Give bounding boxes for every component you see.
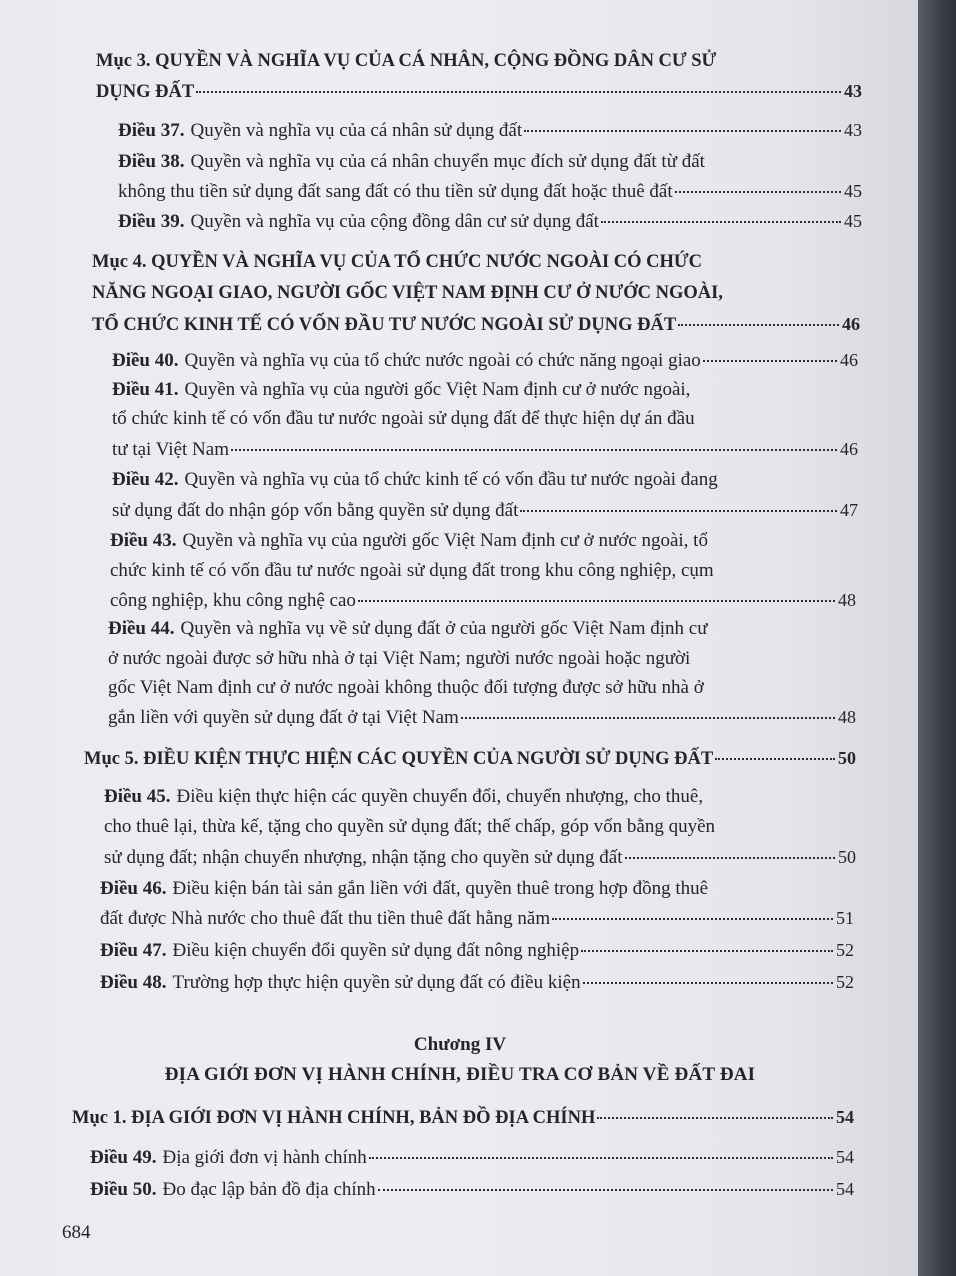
- toc-entry-dieu-45-line2: cho thuê lại, thừa kế, tặng cho quyền sử dụng đất; thế chấp, góp vốn bằng quyền: [104, 816, 716, 837]
- toc-entry-dieu-42-line1: Điều 42. Quyền và nghĩa vụ của tổ chức kinh tế có vốn đầu tư nước ngoài đang: [112, 469, 718, 490]
- toc-entry-dieu-41[interactable]: tư tại Việt Nam 46: [112, 436, 858, 463]
- page-number: 54: [836, 1179, 854, 1199]
- toc-entry-dieu-43[interactable]: công nghiệp, khu công nghệ cao 48: [110, 587, 856, 614]
- page-number: 54: [836, 1147, 854, 1167]
- toc-entry-dieu-41-line2: tổ chức kinh tế có vốn đầu tư nước ngoài sử dụng đất để thực hiện dự án đầu: [112, 408, 695, 429]
- dot-leader: [552, 918, 833, 920]
- page-number: 52: [836, 972, 854, 992]
- page-number: 48: [838, 707, 856, 727]
- toc-section-muc4-line1: Mục 4. QUYỀN VÀ NGHĨA VỤ CỦA TỔ CHỨC NƯỚC NGOÀI CÓ CHỨC: [92, 252, 703, 272]
- page-number: 46: [840, 350, 858, 370]
- toc-entry-dieu-41-line1: Điều 41. Quyền và nghĩa vụ của người gốc Việt Nam định cư ở nước ngoài,: [112, 379, 691, 400]
- dot-leader: [678, 324, 839, 326]
- toc-entry-dieu-49[interactable]: Điều 49. Địa giới đơn vị hành chính 54: [90, 1144, 854, 1171]
- toc-entry-dieu-43-line1: Điều 43. Quyền và nghĩa vụ của người gốc Việt Nam định cư ở nước ngoài, tổ: [110, 530, 708, 551]
- toc-entry-dieu-43-line2: chức kinh tế có vốn đầu tư nước ngoài sử dụng đất trong khu công nghiệp, cụm: [110, 560, 714, 581]
- toc-entry-dieu-45-line1: Điều 45. Điều kiện thực hiện các quyền chuyển đổi, chuyển nhượng, cho thuê,: [104, 786, 704, 807]
- toc-section-muc3-line1: Mục 3. QUYỀN VÀ NGHĨA VỤ CỦA CÁ NHÂN, CỘNG ĐỒNG DÂN CƯ SỬ: [96, 51, 717, 71]
- dot-leader: [231, 449, 837, 451]
- toc-entry-dieu-47[interactable]: Điều 47. Điều kiện chuyển đổi quyền sử dụng đất nông nghiệp 52: [100, 937, 854, 964]
- page-number: 52: [836, 940, 854, 960]
- dot-leader: [369, 1157, 833, 1159]
- dot-leader: [601, 221, 841, 223]
- toc-entry-dieu-46-line1: Điều 46. Điều kiện bán tài sản gắn liền với đất, quyền thuê trong hợp đồng thuê: [100, 878, 709, 899]
- chapter-title: Chương IV: [413, 1034, 507, 1055]
- dot-leader: [196, 91, 841, 93]
- page-number: 45: [844, 211, 862, 231]
- footer-page-number: 684: [62, 1222, 91, 1243]
- page-number: 47: [840, 500, 858, 520]
- toc-entry-dieu-38[interactable]: không thu tiền sử dụng đất sang đất có thu tiền sử dụng đất hoặc thuê đất 45: [118, 178, 862, 205]
- dot-leader: [358, 600, 835, 602]
- toc-entry-dieu-42[interactable]: sử dụng đất do nhận góp vốn bằng quyền sử dụng đất 47: [112, 497, 858, 524]
- dot-leader: [597, 1117, 833, 1119]
- dot-leader: [583, 982, 833, 984]
- dot-leader: [675, 191, 841, 193]
- toc-entry-dieu-48[interactable]: Điều 48. Trường hợp thực hiện quyền sử dụng đất có điều kiện 52: [100, 969, 854, 996]
- toc-entry-dieu-44-line2: ở nước ngoài được sở hữu nhà ở tại Việt Nam; người nước ngoài hoặc người: [108, 648, 691, 669]
- page-number: 46: [840, 439, 858, 459]
- toc-entry-dieu-44-line3: gốc Việt Nam định cư ở nước ngoài không thuộc đối tượng được sở hữu nhà ở: [108, 677, 704, 698]
- toc-entry-dieu-44[interactable]: gắn liền với quyền sử dụng đất ở tại Việt Nam 48: [108, 704, 856, 731]
- dot-leader: [524, 130, 841, 132]
- toc-section-ch4-muc1[interactable]: Mục 1. ĐỊA GIỚI ĐƠN VỊ HÀNH CHÍNH, BẢN ĐỒ ĐỊA CHÍNH 54: [72, 1104, 854, 1131]
- dot-leader: [703, 360, 837, 362]
- toc-entry-dieu-45[interactable]: sử dụng đất; nhận chuyển nhượng, nhận tặng cho quyền sử dụng đất 50: [104, 844, 856, 871]
- page-number: 43: [844, 81, 862, 101]
- dot-leader: [378, 1189, 833, 1191]
- dot-leader: [581, 950, 833, 952]
- toc-entry-dieu-44-line1: Điều 44. Quyền và nghĩa vụ về sử dụng đất ở của người gốc Việt Nam định cư: [108, 618, 708, 639]
- toc-entry-dieu-38-line1: Điều 38. Quyền và nghĩa vụ của cá nhân chuyển mục đích sử dụng đất từ đất: [118, 151, 705, 172]
- page-number: 46: [842, 314, 860, 334]
- toc-entry-dieu-40[interactable]: Điều 40. Quyền và nghĩa vụ của tổ chức nước ngoài có chức năng ngoại giao 46: [112, 347, 858, 374]
- page-number: 50: [838, 847, 856, 867]
- toc-entry-dieu-39[interactable]: Điều 39. Quyền và nghĩa vụ của cộng đồng dân cư sử dụng đất 45: [118, 208, 862, 235]
- page-number: 54: [836, 1107, 854, 1127]
- dot-leader: [625, 857, 836, 859]
- page-number: 50: [838, 748, 856, 768]
- toc-entry-dieu-46[interactable]: đất được Nhà nước cho thuê đất thu tiền thuê đất hằng năm 51: [100, 905, 854, 932]
- dot-leader: [520, 510, 837, 512]
- dot-leader: [461, 717, 835, 719]
- toc-section-muc4[interactable]: TỔ CHỨC KINH TẾ CÓ VỐN ĐẦU TƯ NƯỚC NGOÀI SỬ DỤNG ĐẤT 46: [92, 311, 860, 338]
- page-number: 48: [838, 590, 856, 610]
- toc-entry-dieu-37[interactable]: Điều 37. Quyền và nghĩa vụ của cá nhân sử dụng đất 43: [118, 117, 862, 144]
- book-edge: [918, 0, 956, 1276]
- toc-section-muc5[interactable]: Mục 5. ĐIỀU KIỆN THỰC HIỆN CÁC QUYỀN CỦA NGƯỜI SỬ DỤNG ĐẤT 50: [84, 745, 856, 772]
- toc-section-muc3[interactable]: DỤNG ĐẤT 43: [96, 78, 862, 105]
- toc-section-muc4-line2: NĂNG NGOẠI GIAO, NGƯỜI GỐC VIỆT NAM ĐỊNH CƯ Ở NƯỚC NGOÀI,: [92, 283, 723, 303]
- toc-entry-dieu-50[interactable]: Điều 50. Đo đạc lập bản đồ địa chính 54: [90, 1176, 854, 1203]
- chapter-subtitle: ĐỊA GIỚI ĐƠN VỊ HÀNH CHÍNH, ĐIỀU TRA CƠ BẢN VỀ ĐẤT ĐAI: [164, 1064, 756, 1085]
- dot-leader: [715, 758, 835, 760]
- page-number: 51: [836, 908, 854, 928]
- page-number: 45: [844, 181, 862, 201]
- page-number: 43: [844, 120, 862, 140]
